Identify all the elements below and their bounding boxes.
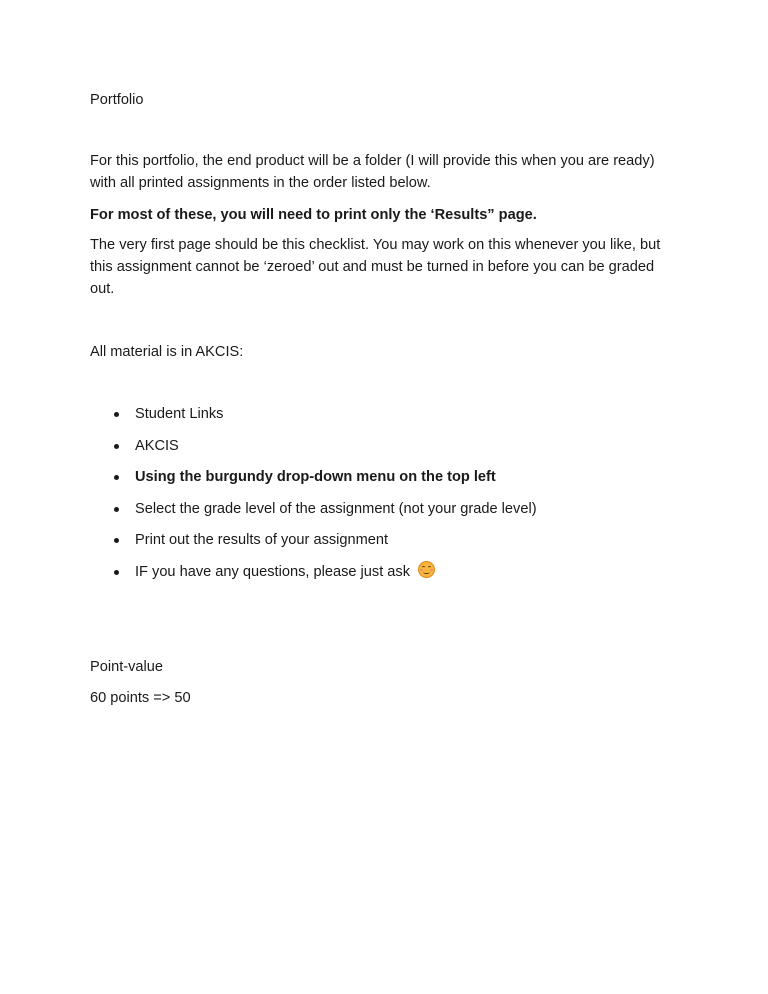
step-text: Using the burgundy drop-down menu on the top left xyxy=(135,469,496,485)
list-item xyxy=(90,561,537,583)
results-page-note: For most of these, you will need to print only the ‘Results” page. xyxy=(90,207,537,223)
bullet-icon xyxy=(114,570,119,575)
bullet-icon xyxy=(114,475,119,480)
steps-list xyxy=(90,403,537,592)
intro-paragraph: For this portfolio, the end product will be a folder (I will provide this when you are ready) with all printed assignments in the order listed below. xyxy=(90,153,655,191)
material-heading: All material is in AKCIS: xyxy=(90,344,244,360)
bullet-icon xyxy=(114,507,119,512)
step-text: Print out the results of your assignment xyxy=(135,532,389,548)
list-item xyxy=(90,466,537,488)
checklist-paragraph: The very first page should be this checklist. You may work on this whenever you like, but this assignment cannot be ‘zeroed’ out and must be turned in before you can be graded out. xyxy=(90,237,661,297)
smiling-face-icon xyxy=(418,561,435,578)
step-text: Student Links xyxy=(135,406,224,422)
bullet-icon xyxy=(114,444,119,449)
step-text: AKCIS xyxy=(135,437,179,454)
step-text: IF you have any questions, please just ask xyxy=(135,563,411,580)
list-item xyxy=(90,498,537,520)
list-item xyxy=(90,529,537,551)
step-text: Select the grade level of the assignment (not your grade level) xyxy=(135,500,537,517)
bullet-icon xyxy=(114,412,119,417)
bullet-icon xyxy=(114,538,119,543)
list-item xyxy=(90,403,537,425)
point-value: 60 points => 50 xyxy=(90,690,191,706)
list-item xyxy=(90,435,537,457)
point-value-label: Point-value xyxy=(90,659,164,675)
document-title: Portfolio xyxy=(90,92,144,108)
